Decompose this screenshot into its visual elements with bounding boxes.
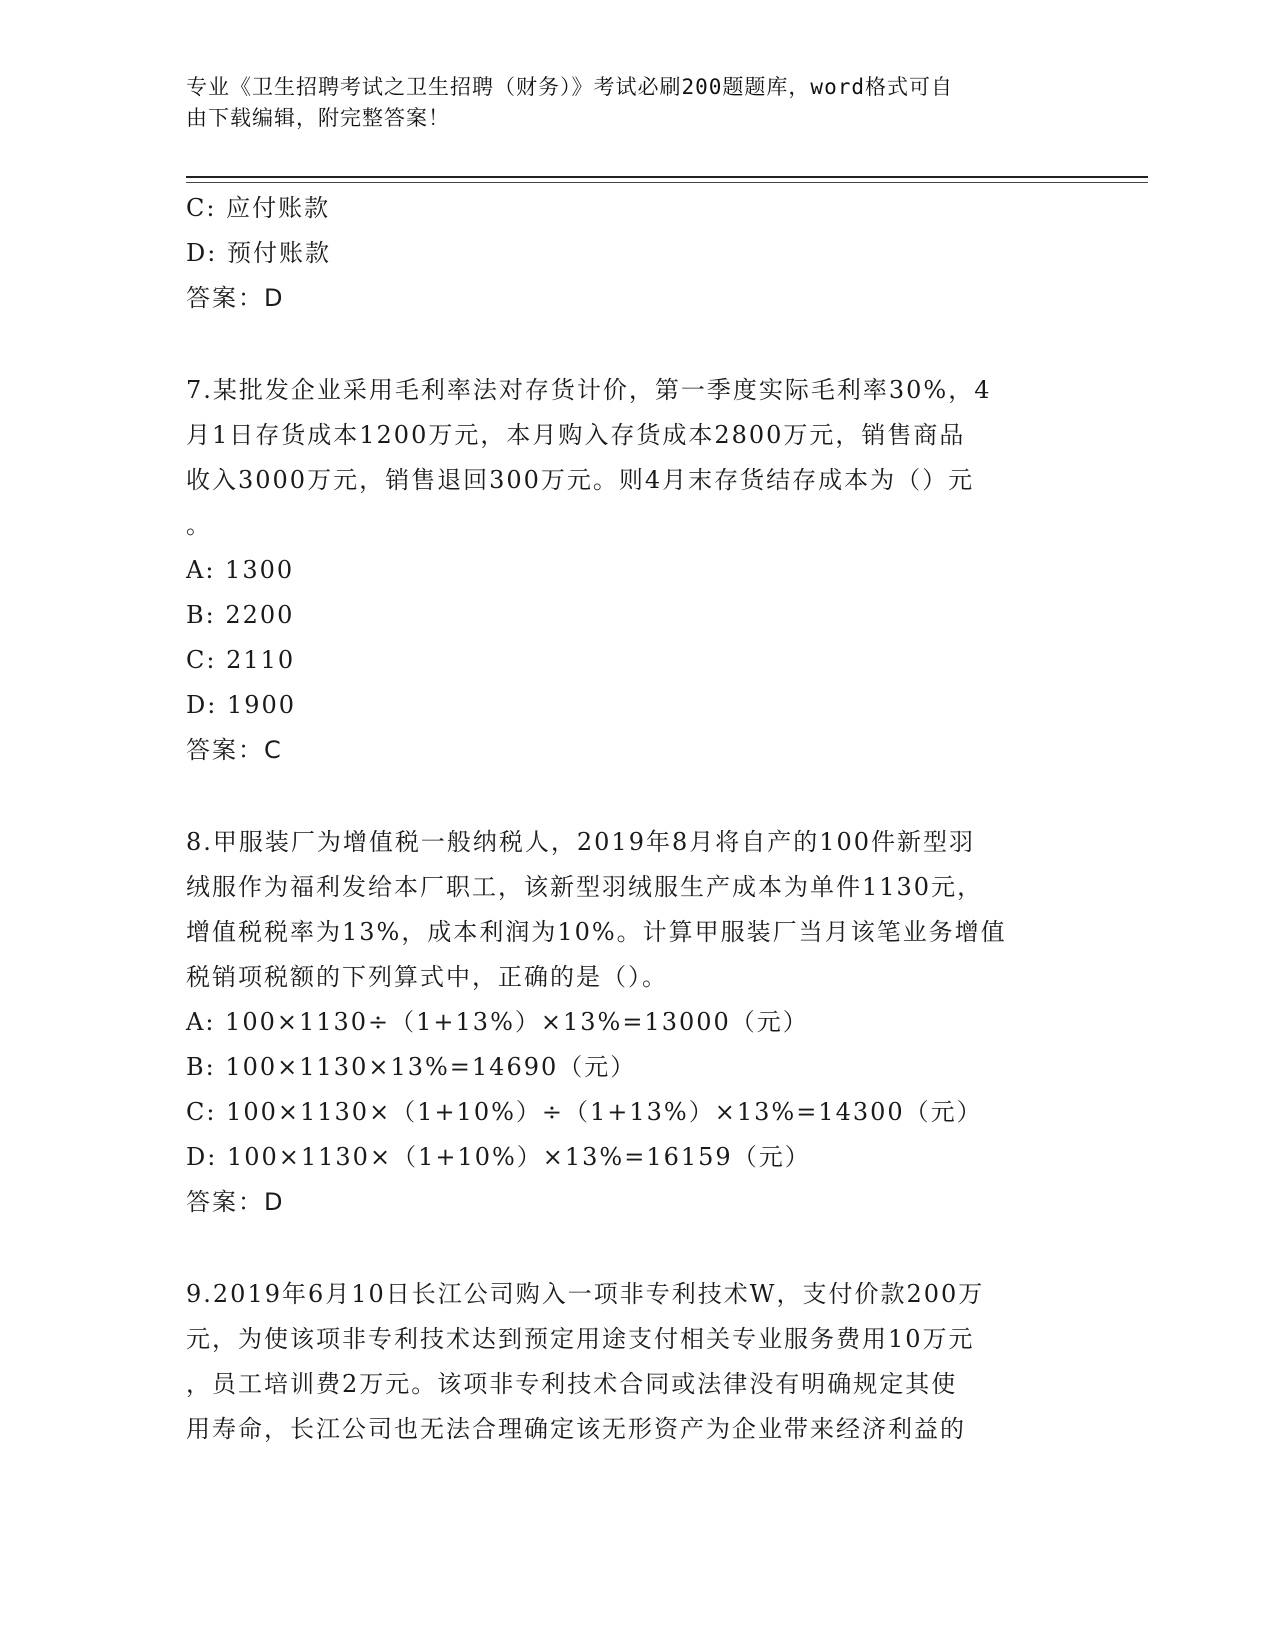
- header-line-2: 由下载编辑，附完整答案！: [186, 106, 450, 130]
- header-divider-thin: [186, 182, 1148, 183]
- stem-line: 9.2019年6月10日长江公司购入一项非专利技术W，支付价款200万: [186, 1280, 985, 1308]
- option-b: B: 100×1130×13%=14690（元）: [186, 1053, 637, 1081]
- answer-line: 答案：D: [186, 284, 285, 312]
- stem-line: 元，为使该项非专利技术达到预定用途支付相关专业服务费用10万元: [186, 1325, 975, 1353]
- option-d: D: 预付账款: [186, 239, 331, 267]
- option-c: C: 应付账款: [186, 194, 331, 222]
- answer-line: 答案：D: [186, 1188, 285, 1216]
- option-c: C: 100×1130×（1+10%）÷（1+13%）×13%=14300（元）: [186, 1098, 983, 1126]
- option-a: A: 100×1130÷（1+13%）×13%=13000（元）: [186, 1008, 809, 1036]
- option-b: B: 2200: [186, 601, 295, 629]
- option-c: C: 2110: [186, 646, 296, 674]
- stem-line: 月1日存货成本1200万元，本月购入存货成本2800万元，销售商品: [186, 421, 966, 449]
- question-stem: [186, 820, 1086, 1000]
- stem-line: 收入3000万元，销售退回300万元。则4月末存货结存成本为（）元: [186, 466, 975, 494]
- stem-line: 7.某批发企业采用毛利率法对存货计价，第一季度实际毛利率30%，4: [186, 376, 992, 404]
- option-d: D: 1900: [186, 691, 297, 719]
- question-7: [186, 368, 1086, 773]
- answer-line: 答案：C: [186, 736, 283, 764]
- spacer: [186, 1225, 1086, 1272]
- stem-line: 。: [186, 511, 212, 539]
- option-d: D: 100×1130×（1+10%）×13%=16159（元）: [186, 1143, 811, 1171]
- stem-line: 用寿命，长江公司也无法合理确定该无形资产为企业带来经济利益的: [186, 1415, 966, 1443]
- question-stem: [186, 368, 1086, 548]
- question-8: [186, 820, 1086, 1225]
- page-header: [186, 72, 1066, 134]
- stem-line: 增值税税率为13%，成本利润为10%。计算甲服装厂当月该笔业务增值: [186, 918, 1007, 946]
- spacer: [186, 321, 1086, 368]
- spacer: [186, 773, 1086, 820]
- header-line-1: 专业《卫生招聘考试之卫生招聘（财务）》考试必刷200题题库，word格式可自: [186, 75, 953, 99]
- option-a: A: 1300: [186, 556, 295, 584]
- stem-line: 绒服作为福利发给本厂职工，该新型羽绒服生产成本为单件1130元，: [186, 873, 984, 901]
- stem-line: ，员工培训费2万元。该项非专利技术合同或法律没有明确规定其使: [186, 1370, 958, 1398]
- question-9: [186, 1272, 1086, 1452]
- header-divider-thick: [186, 176, 1148, 178]
- question-content: [186, 186, 1086, 1452]
- question-stem: [186, 1272, 1086, 1452]
- previous-question-tail: [186, 186, 1086, 321]
- stem-line: 税销项税额的下列算式中，正确的是（）。: [186, 963, 668, 991]
- stem-line: 8.甲服装厂为增值税一般纳税人，2019年8月将自产的100件新型羽: [186, 828, 976, 856]
